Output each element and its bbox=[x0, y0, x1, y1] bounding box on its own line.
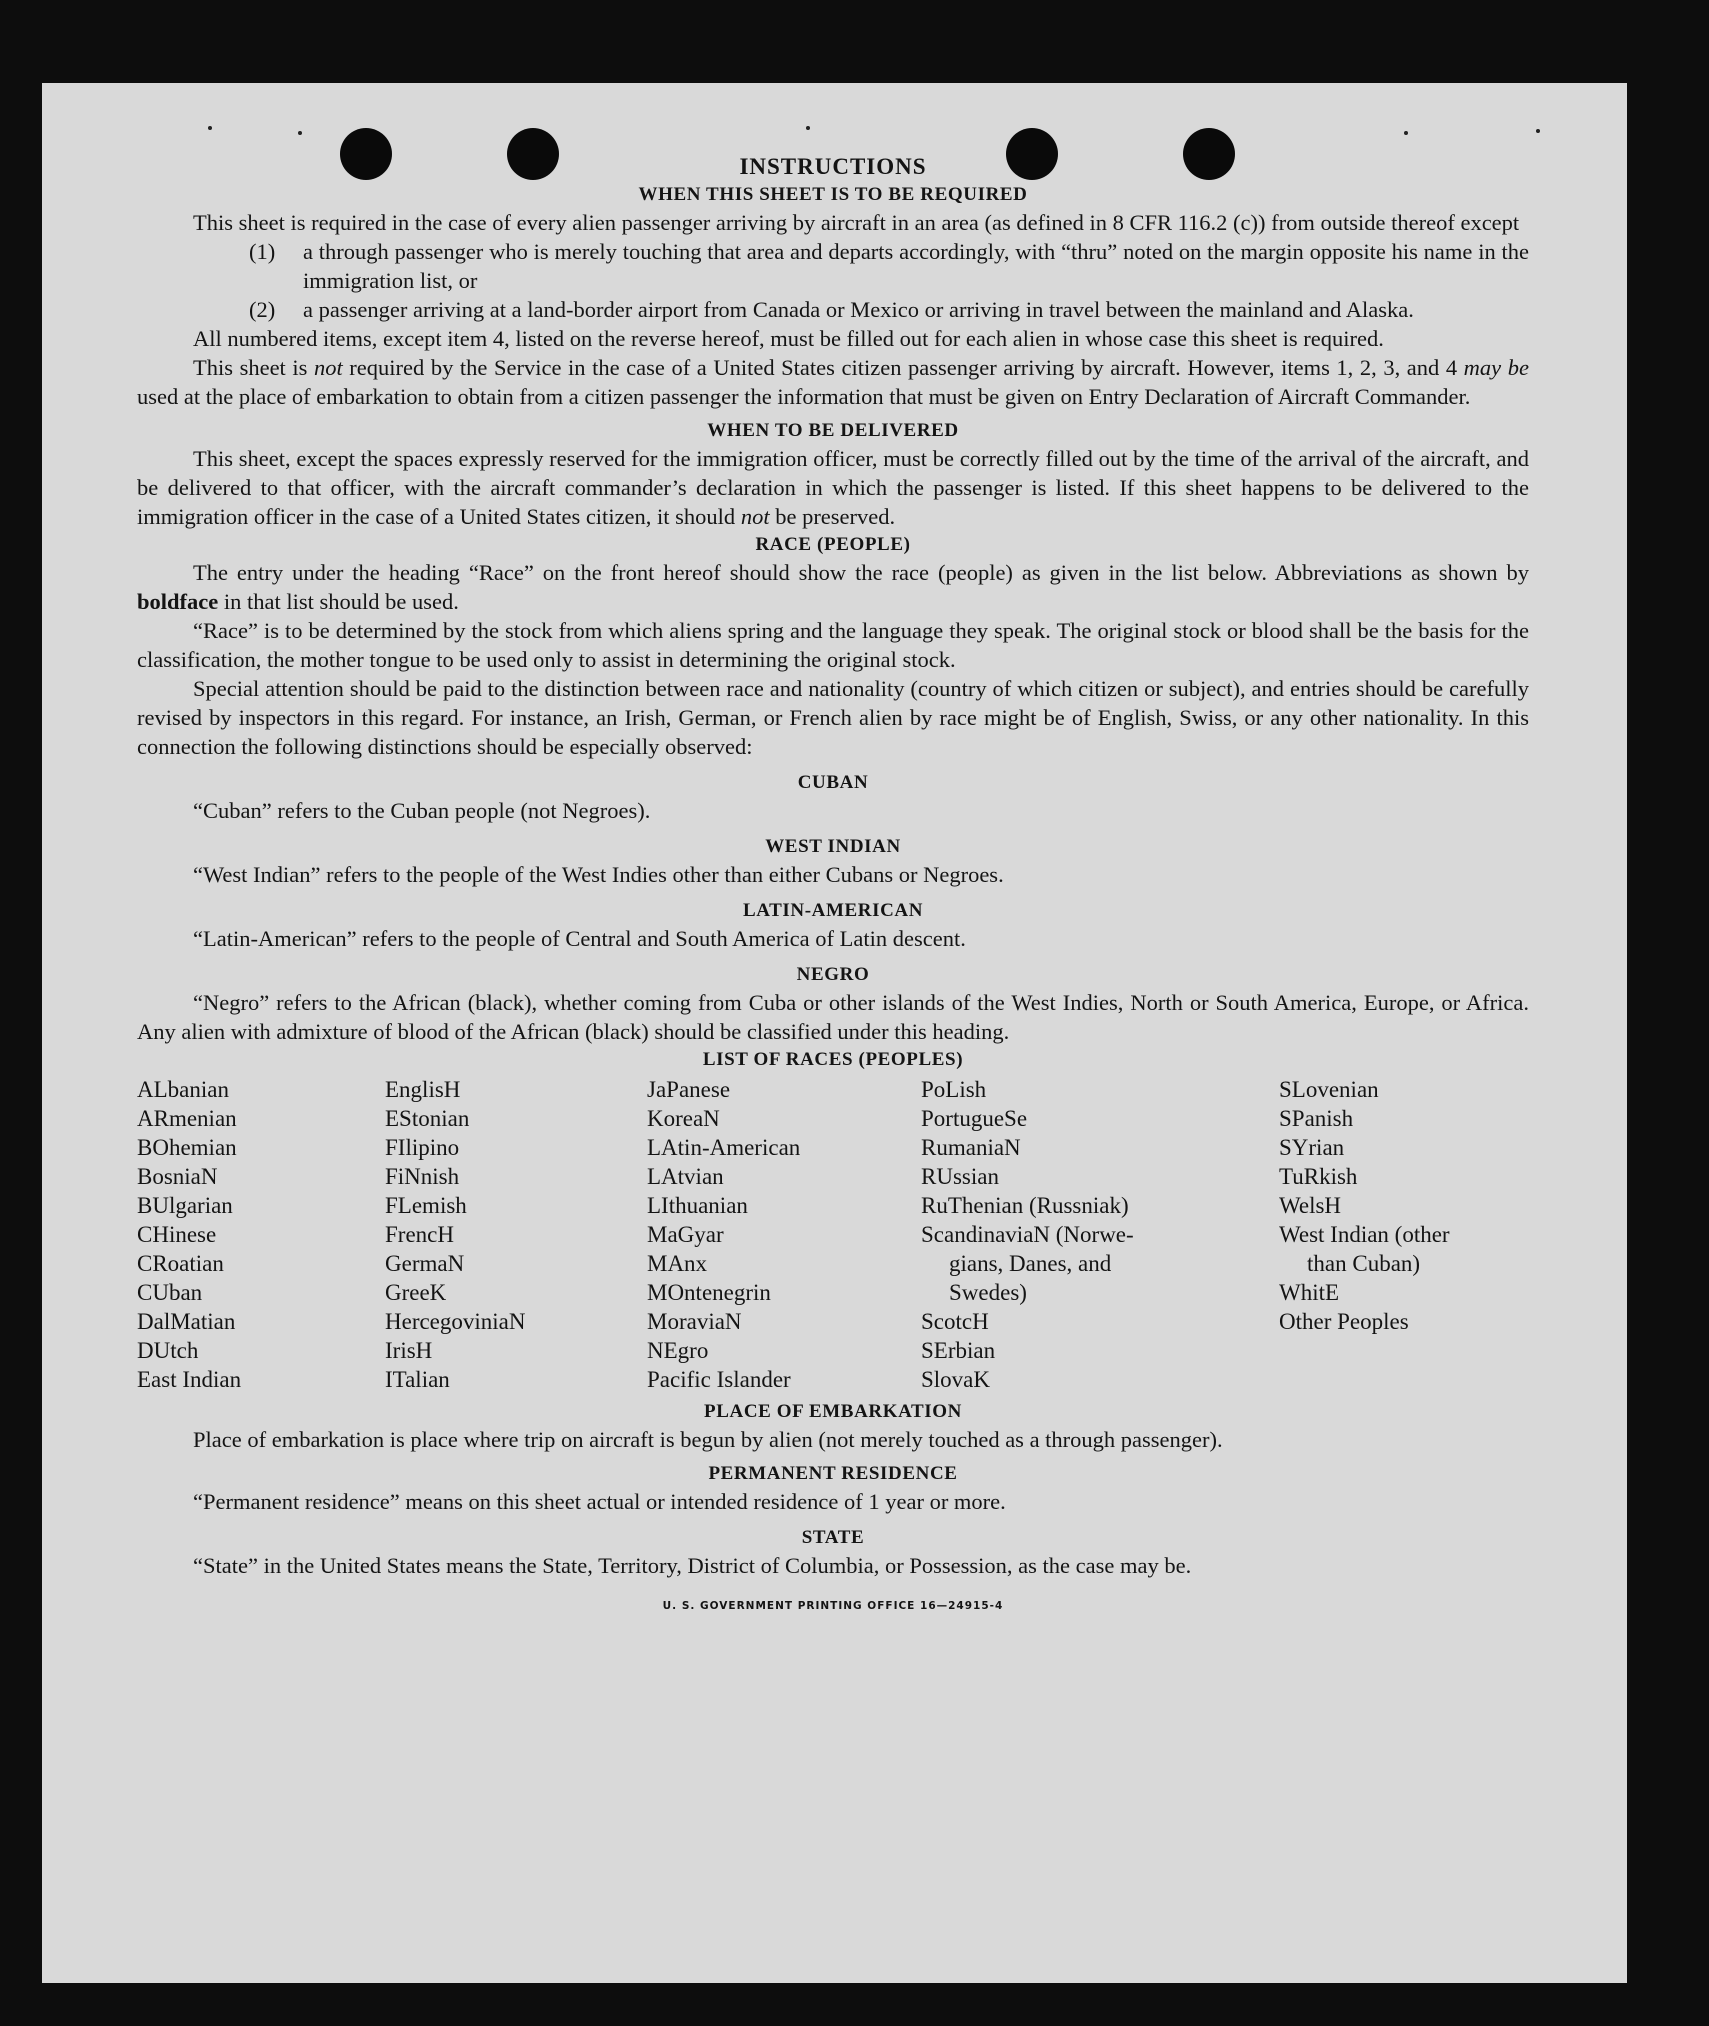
exception-item bbox=[137, 237, 1529, 295]
race-entry: RuThenian (Russniak) bbox=[921, 1193, 1129, 1218]
embarkation-text: Place of embarkation is place where trip on aircraft is begun by alien (not merely touched as a through passenger). bbox=[193, 1427, 1223, 1452]
race-entry: ARmenian bbox=[137, 1106, 237, 1131]
race-entry: FiNnish bbox=[385, 1164, 460, 1189]
race-entry-continued: than Cuban) bbox=[1307, 1251, 1421, 1276]
race-paragraph-2: “Race” is to be determined by the stock from which aliens spring and the language they speak. The original stock or blood shall be the basis for the classification, the mother tongue to be used only to assist in determining the original stock. bbox=[137, 618, 1529, 672]
races-column bbox=[647, 1075, 921, 1394]
race-entry: SYrian bbox=[1279, 1135, 1345, 1160]
race-entry: BosniaN bbox=[137, 1164, 218, 1189]
race-entry: Other Peoples bbox=[1279, 1309, 1409, 1334]
races-column bbox=[385, 1075, 647, 1394]
race-entry: GermaN bbox=[385, 1251, 465, 1276]
race-entry: WhitE bbox=[1279, 1280, 1340, 1305]
races-column bbox=[137, 1075, 385, 1394]
race-entry: CUban bbox=[137, 1280, 203, 1305]
race-entry: SPanish bbox=[1279, 1106, 1354, 1131]
race-entry: GreeK bbox=[385, 1280, 447, 1305]
heading-permanent-residence: PERMANENT RESIDENCE bbox=[708, 1463, 958, 1484]
race-entry: SLovenian bbox=[1279, 1077, 1379, 1102]
heading-race: RACE (PEOPLE) bbox=[755, 534, 911, 555]
race-entry: East Indian bbox=[137, 1367, 242, 1392]
races-column bbox=[921, 1075, 1279, 1394]
race-entry: CHinese bbox=[137, 1222, 217, 1247]
heading-embarkation: PLACE OF EMBARKATION bbox=[704, 1401, 962, 1422]
exception-text: a passenger arriving at a land-border airport from Canada or Mexico or arriving in travel between the mainland and Alaska. bbox=[303, 297, 1414, 322]
speck bbox=[806, 126, 810, 130]
state-text: “State” in the United States means the State, Territory, District of Columbia, or Possession, as the case may be. bbox=[193, 1553, 1192, 1578]
race-entry: LAtvian bbox=[647, 1164, 724, 1189]
race-entry: ITalian bbox=[385, 1367, 450, 1392]
race-entry: EStonian bbox=[385, 1106, 470, 1131]
race-entry: ALbanian bbox=[137, 1077, 229, 1102]
west-indian-text: “West Indian” refers to the people of the West Indies other than either Cubans or Negroes. bbox=[193, 862, 1004, 887]
heading-when-delivered: WHEN TO BE DELIVERED bbox=[707, 420, 959, 441]
race-entry: ScotcH bbox=[921, 1309, 989, 1334]
residence-text: “Permanent residence” means on this sheet actual or intended residence of 1 year or more. bbox=[193, 1489, 1006, 1514]
speck bbox=[208, 126, 212, 130]
heading-cuban: CUBAN bbox=[797, 772, 869, 793]
race-entry: IrisH bbox=[385, 1338, 433, 1363]
race-entry: RUssian bbox=[921, 1164, 999, 1189]
exception-number: (2) bbox=[249, 297, 276, 322]
race-entry: LIthuanian bbox=[647, 1193, 748, 1218]
heading-negro: NEGRO bbox=[796, 964, 870, 985]
race-entry: BOhemian bbox=[137, 1135, 237, 1160]
race-entry: DalMatian bbox=[137, 1309, 236, 1334]
race-entry: DUtch bbox=[137, 1338, 199, 1363]
race-entry: KoreaN bbox=[647, 1106, 720, 1131]
race-entry: SlovaK bbox=[921, 1367, 990, 1392]
speck bbox=[1404, 131, 1408, 135]
negro-text: “Negro” refers to the African (black), whether coming from Cuba or other islands of the West Indies, North or South America, Europe, or Africa. Any alien with admixture of blood of the African (black) should be classified under this heading. bbox=[137, 990, 1529, 1044]
heading-latin-american: LATIN-AMERICAN bbox=[742, 900, 924, 921]
race-paragraph-1: The entry under the heading “Race” on the front hereof should show the race (people) as given in the list below. Abbreviations as shown by boldface in that list should be used. bbox=[137, 560, 1529, 614]
race-entry-continued: Swedes) bbox=[949, 1280, 1027, 1305]
races-column bbox=[1279, 1075, 1529, 1394]
instructions-content bbox=[137, 152, 1529, 1621]
race-entry: MaGyar bbox=[647, 1222, 724, 1247]
speck bbox=[1536, 129, 1540, 133]
exception-number: (1) bbox=[249, 239, 276, 264]
when-delivered-text: This sheet, except the spaces expressly reserved for the immigration officer, must be correctly filled out by the time of the arrival of the aircraft, and be delivered to that officer, with the aircraft commander’s declaration in which the passenger is listed. If this sheet happens to be delivered to the immigration officer in the case of a United States citizen, it should not be preserved. bbox=[137, 446, 1529, 529]
race-entry: LAtin-American bbox=[647, 1135, 801, 1160]
race-entry: PoLish bbox=[921, 1077, 987, 1102]
race-entry: EnglisH bbox=[385, 1077, 461, 1102]
race-entry: HercegoviniaN bbox=[385, 1309, 526, 1334]
race-entry: WelsH bbox=[1279, 1193, 1342, 1218]
race-paragraph-3: Special attention should be paid to the distinction between race and nationality (country of which citizen or subject), and entries should be carefully revised by inspectors in this regard. For instance, an Irish, German, or French alien by race might be of English, Swiss, or any other nationality. In this connection the following distinctions should be especially observed: bbox=[137, 676, 1529, 759]
printing-office-footer: U. S. GOVERNMENT PRINTING OFFICE 16—24915-4 bbox=[662, 1600, 1004, 1612]
race-entry: MoraviaN bbox=[647, 1309, 742, 1334]
race-entry: FIlipino bbox=[385, 1135, 460, 1160]
exception-text: a through passenger who is merely touching that area and departs accordingly, with “thru” noted on the margin opposite his name in the immigration list, or bbox=[303, 239, 1529, 293]
heading-west-indian: WEST INDIAN bbox=[765, 836, 901, 857]
numbered-items-paragraph: All numbered items, except item 4, listed on the reverse hereof, must be filled out for each alien in whose case this sheet is required. bbox=[193, 326, 1384, 351]
race-entry: MAnx bbox=[647, 1251, 708, 1276]
race-entry: BUlgarian bbox=[137, 1193, 233, 1218]
race-entry: FrencH bbox=[385, 1222, 454, 1247]
race-entry-continued: gians, Danes, and bbox=[949, 1251, 1112, 1276]
race-entry: NEgro bbox=[647, 1338, 709, 1363]
heading-when-required: WHEN THIS SHEET IS TO BE REQUIRED bbox=[638, 184, 1028, 205]
race-entry: RumaniaN bbox=[921, 1135, 1021, 1160]
race-entry: JaPanese bbox=[647, 1077, 731, 1102]
document-title: INSTRUCTIONS bbox=[739, 154, 927, 179]
heading-state: STATE bbox=[801, 1527, 865, 1548]
race-entry: MOntenegrin bbox=[647, 1280, 771, 1305]
race-entry: PortugueSe bbox=[921, 1106, 1028, 1131]
when-required-intro: This sheet is required in the case of every alien passenger arriving by aircraft in an area (as defined in 8 CFR 116.2 (c)) from outside thereof except bbox=[193, 210, 1520, 235]
race-entry: TuRkish bbox=[1279, 1164, 1358, 1189]
race-entry: West Indian (other bbox=[1279, 1222, 1450, 1247]
race-entry: ScandinaviaN (Norwe- bbox=[921, 1222, 1134, 1247]
race-entry: SErbian bbox=[921, 1338, 996, 1363]
races-list bbox=[137, 1075, 1529, 1394]
citizen-paragraph: This sheet is not required by the Service in the case of a United States citizen passenger arriving by aircraft. However, items 1, 2, 3, and 4 may be used at the place of embarkation to obtain from a citizen passenger the information that must be given on Entry Declaration of Aircraft Commander. bbox=[137, 355, 1529, 409]
speck bbox=[298, 131, 302, 135]
latin-american-text: “Latin-American” refers to the people of Central and South America of Latin descent. bbox=[193, 926, 966, 951]
race-entry: FLemish bbox=[385, 1193, 467, 1218]
race-entry: Pacific Islander bbox=[647, 1367, 791, 1392]
cuban-text: “Cuban” refers to the Cuban people (not Negroes). bbox=[193, 798, 651, 823]
race-entry: CRoatian bbox=[137, 1251, 224, 1276]
exception-item bbox=[137, 295, 1529, 324]
heading-list-of-races: LIST OF RACES (PEOPLES) bbox=[702, 1049, 964, 1070]
